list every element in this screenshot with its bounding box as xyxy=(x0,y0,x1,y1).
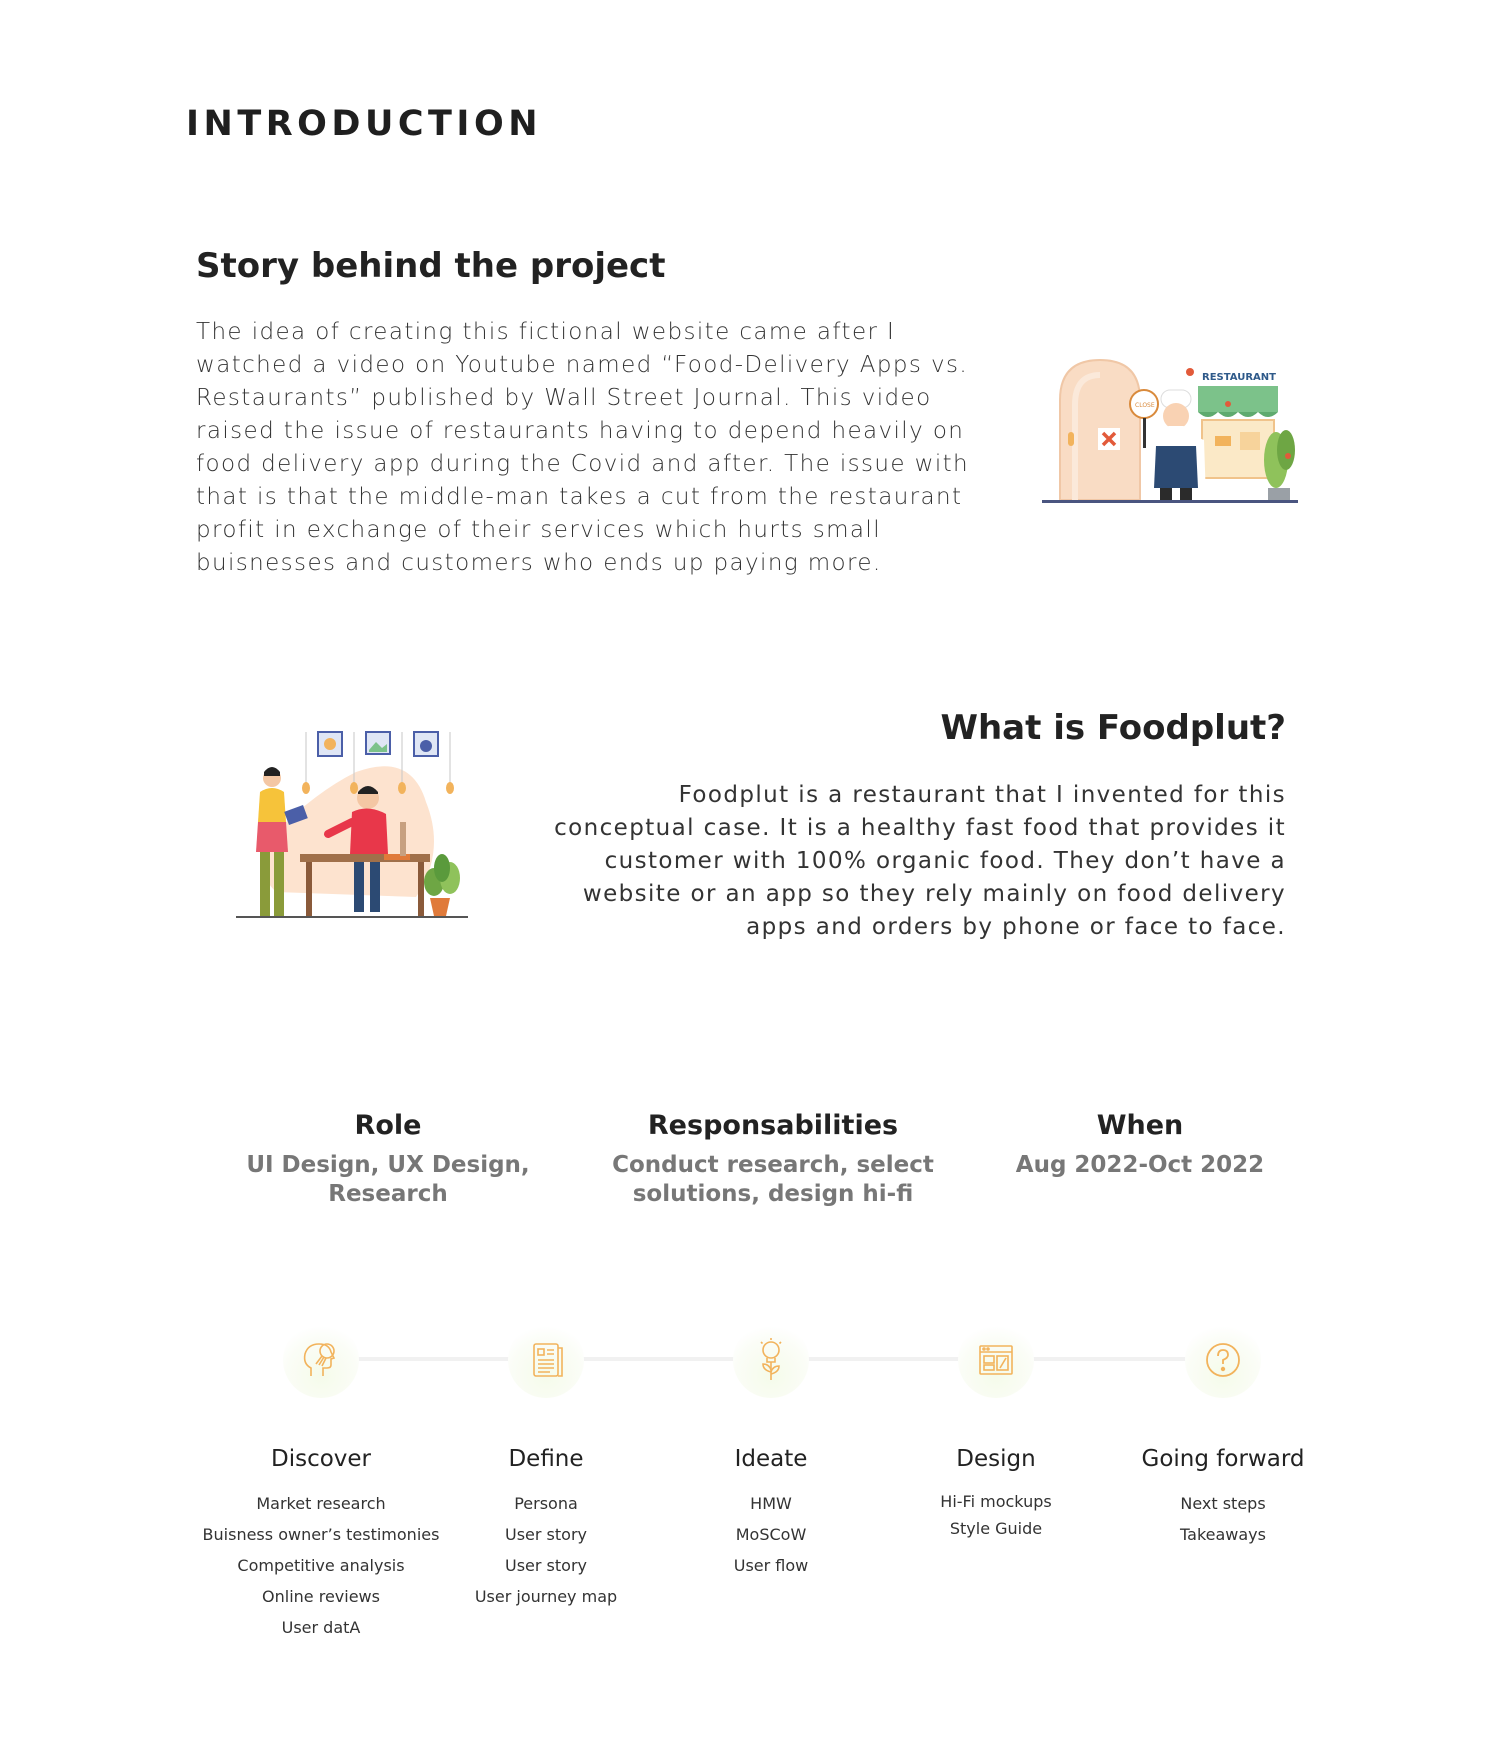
process-step-item: Market research xyxy=(256,1494,386,1513)
process-step-title: Discover xyxy=(270,1446,372,1472)
process-step-define xyxy=(416,1322,676,1612)
process-step-going-forward-badge xyxy=(1185,1322,1261,1398)
process-step-item: User story xyxy=(505,1525,587,1544)
meta-responsibilities xyxy=(603,1110,943,1209)
what-heading: What is Foodplut? xyxy=(940,708,1286,748)
story-paragraph: The idea of creating this fictional website came after I watched a video on Youtube named “Food-Delivery Apps vs. Restaurants” published by Wall Street Journal. This video raised the issue of restaurants having to depend heavily on food delivery app during the Covid and after. The issue with that is that the middle-man takes a cut from the restaurant profit in exchange of their services which hurts small buisnesses and customers who ends up paying more. xyxy=(196,319,970,576)
meta-role xyxy=(238,1110,538,1209)
meta-when-label: When xyxy=(1096,1110,1184,1141)
process-step-item: Style Guide xyxy=(949,1519,1043,1538)
process-step-title: Going forward xyxy=(1141,1446,1305,1472)
story-heading: Story behind the project xyxy=(196,246,666,286)
process-step-title: Design xyxy=(956,1446,1036,1472)
meta-role-label: Role xyxy=(354,1110,422,1141)
process-step-design xyxy=(866,1322,1126,1542)
process-step-item: Buisness owner’s testimonies xyxy=(202,1525,440,1544)
intro-title: INTRODUCTION xyxy=(186,104,542,144)
process-step-item: Takeaways xyxy=(1180,1525,1266,1544)
process-step-discover-badge xyxy=(283,1322,359,1398)
process-step-design-badge xyxy=(958,1322,1034,1398)
process-step-title: Ideate xyxy=(734,1446,808,1472)
meta-when xyxy=(1000,1110,1280,1180)
process-step-going-forward xyxy=(1093,1322,1353,1550)
restaurant-chef-illustration xyxy=(1040,340,1300,515)
question-circle-icon xyxy=(1199,1336,1247,1384)
process-step-item: Next steps xyxy=(1180,1494,1266,1513)
process-step-item: Online reviews xyxy=(262,1587,380,1606)
door-sign-text: CLOSE xyxy=(1135,402,1155,409)
lightbulb-icon xyxy=(747,1336,795,1384)
document-icon xyxy=(522,1336,570,1384)
process-step-item: MoSCoW xyxy=(735,1525,807,1544)
process-step-item: Hi-Fi mockups xyxy=(940,1492,1052,1511)
process-step-item: User journey map xyxy=(474,1587,618,1606)
process-step-items xyxy=(641,1488,901,1581)
process-step-discover xyxy=(191,1322,451,1643)
process-step-define-badge xyxy=(508,1322,584,1398)
restaurant-sign-text: RESTAURANT xyxy=(1202,372,1276,383)
process-step-ideate xyxy=(641,1322,901,1581)
process-step-item: User story xyxy=(505,1556,587,1575)
design-board-icon xyxy=(972,1336,1020,1384)
process-step-title: Define xyxy=(508,1446,584,1472)
meta-responsibilities-label: Responsabilities xyxy=(647,1110,899,1141)
meta-role-value: UI Design, UX Design, Research xyxy=(246,1152,530,1207)
process-step-item: User flow xyxy=(733,1556,809,1575)
what-paragraph: Foodplut is a restaurant that I invented for this conceptual case. It is a healthy fast food that provides it customer with 100% organic food. They don’t have a website or an app so they rely mainly on food delivery apps and orders by phone or face to face. xyxy=(554,782,1286,940)
head-research-icon xyxy=(297,1336,345,1384)
process-step-items xyxy=(866,1488,1126,1542)
process-step-items xyxy=(1093,1488,1353,1550)
process-step-item: User datA xyxy=(281,1618,361,1637)
process-step-items xyxy=(191,1488,451,1643)
waiter-customer-illustration xyxy=(236,722,468,922)
meta-responsibilities-value: Conduct research, select solutions, design hi-fi xyxy=(612,1152,934,1207)
process-step-items xyxy=(416,1488,676,1612)
process-step-item: Competitive analysis xyxy=(237,1556,405,1575)
meta-when-value: Aug 2022-Oct 2022 xyxy=(1015,1152,1265,1178)
process-step-item: HMW xyxy=(750,1494,792,1513)
process-step-item: Persona xyxy=(514,1494,578,1513)
process-step-ideate-badge xyxy=(733,1322,809,1398)
